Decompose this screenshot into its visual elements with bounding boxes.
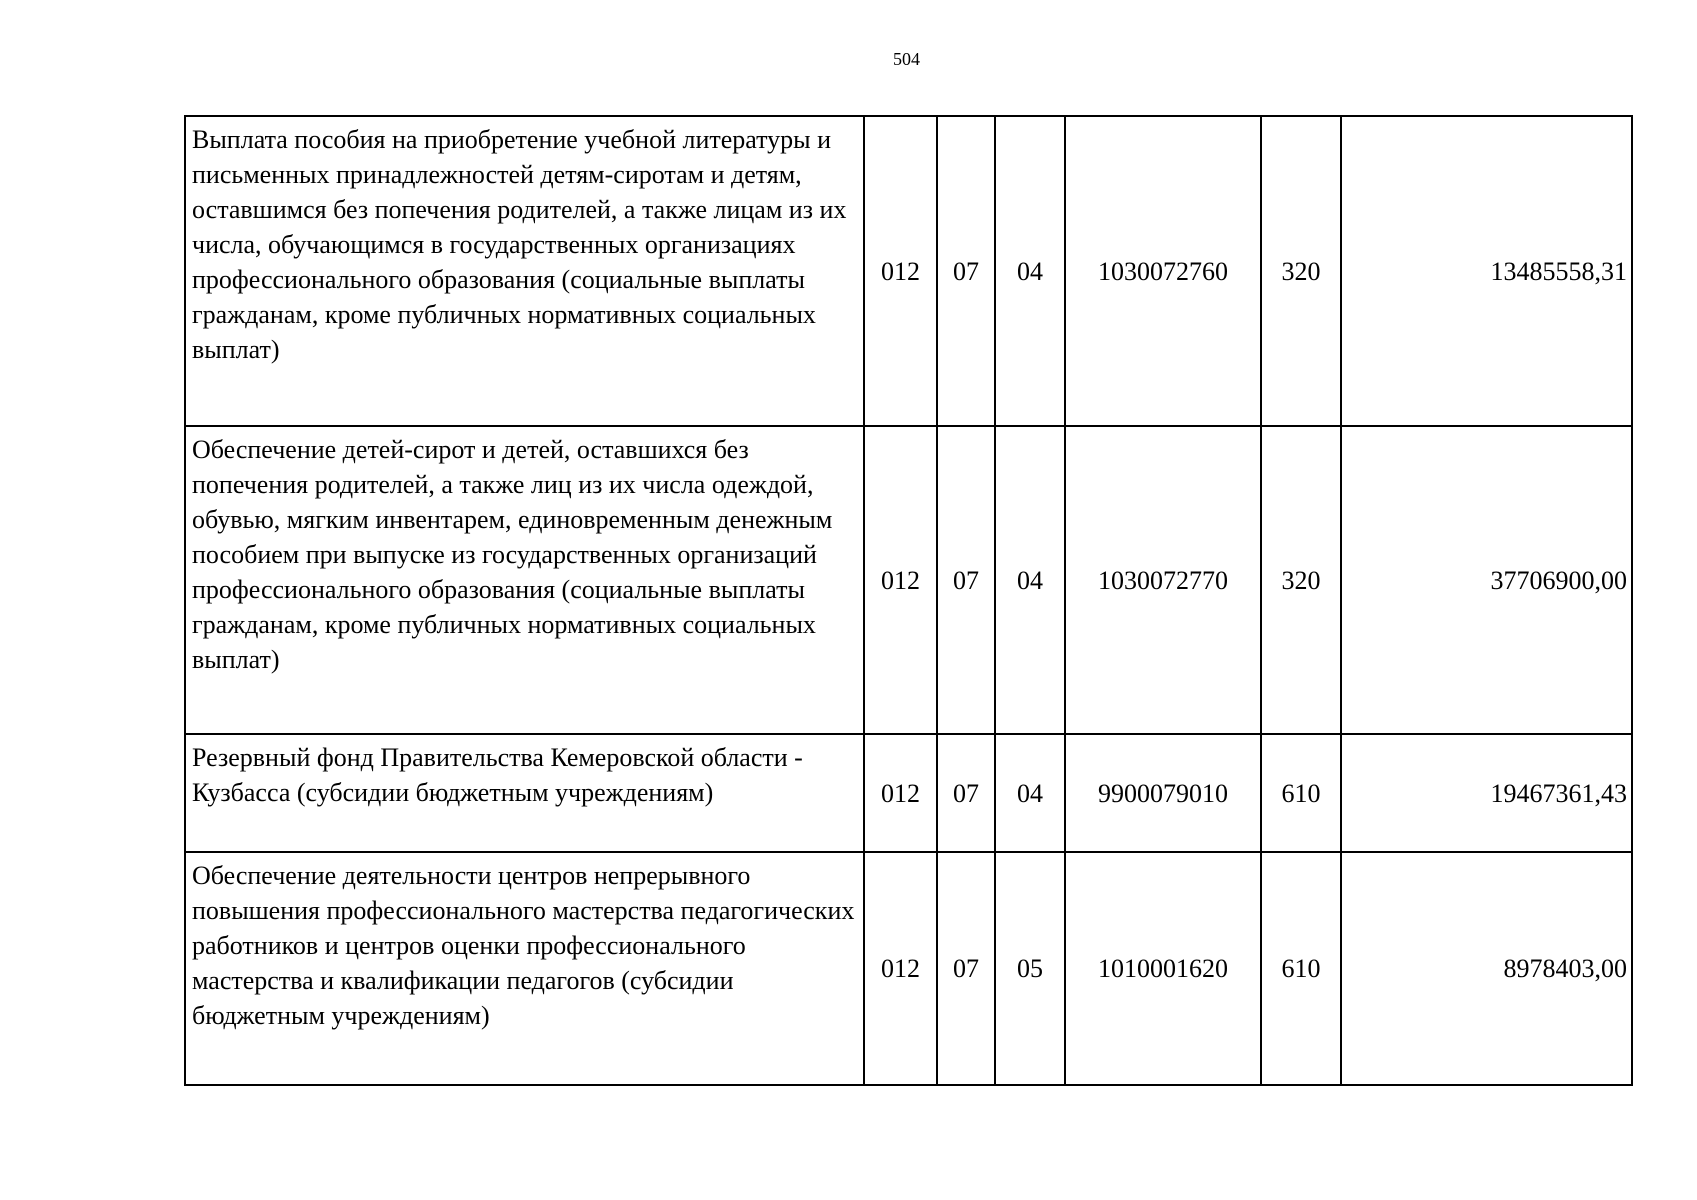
target-article-code: 1030072770 xyxy=(1065,426,1261,734)
amount: 13485558,31 xyxy=(1341,116,1632,426)
table-row xyxy=(185,734,1632,852)
table-row xyxy=(185,116,1632,426)
subsection-code: 04 xyxy=(995,116,1065,426)
row-description: Резервный фонд Правительства Кемеровской области - Кузбасса (субсидии бюджетным учреждениям) xyxy=(185,734,864,852)
subsection-code: 04 xyxy=(995,426,1065,734)
section-code: 07 xyxy=(937,426,995,734)
target-article-code: 9900079010 xyxy=(1065,734,1261,852)
table-row xyxy=(185,426,1632,734)
budget-table xyxy=(184,115,1633,1086)
subsection-code: 04 xyxy=(995,734,1065,852)
ministry-code: 012 xyxy=(864,852,937,1085)
section-code: 07 xyxy=(937,852,995,1085)
amount: 19467361,43 xyxy=(1341,734,1632,852)
row-description: Выплата пособия на приобретение учебной литературы и письменных принадлежностей детям-сиротам и детям, оставшимся без попечения родителей, а также лицам из их числа, обучающимся в государственных организациях профессионального образования (социальные выплаты гражданам, кроме публичных нормативных социальных выплат) xyxy=(185,116,864,426)
subsection-code: 05 xyxy=(995,852,1065,1085)
row-description: Обеспечение детей-сирот и детей, оставшихся без попечения родителей, а также лиц из их числа одеждой, обувью, мягким инвентарем, единовременным денежным пособием при выпуске из государственных организаций профессионального образования (социальные выплаты гражданам, кроме публичных нормативных социальных выплат) xyxy=(185,426,864,734)
expense-type-code: 320 xyxy=(1261,426,1341,734)
expense-type-code: 610 xyxy=(1261,852,1341,1085)
ministry-code: 012 xyxy=(864,426,937,734)
section-code: 07 xyxy=(937,116,995,426)
amount: 8978403,00 xyxy=(1341,852,1632,1085)
target-article-code: 1010001620 xyxy=(1065,852,1261,1085)
section-code: 07 xyxy=(937,734,995,852)
table-row xyxy=(185,852,1632,1085)
expense-type-code: 320 xyxy=(1261,116,1341,426)
target-article-code: 1030072760 xyxy=(1065,116,1261,426)
amount: 37706900,00 xyxy=(1341,426,1632,734)
expense-type-code: 610 xyxy=(1261,734,1341,852)
page-number: 504 xyxy=(893,49,920,69)
row-description: Обеспечение деятельности центров непрерывного повышения профессионального мастерства педагогических работников и центров оценки профессионального мастерства и квалификации педагогов (субсидии бюджетным учреждениям) xyxy=(185,852,864,1085)
ministry-code: 012 xyxy=(864,116,937,426)
ministry-code: 012 xyxy=(864,734,937,852)
